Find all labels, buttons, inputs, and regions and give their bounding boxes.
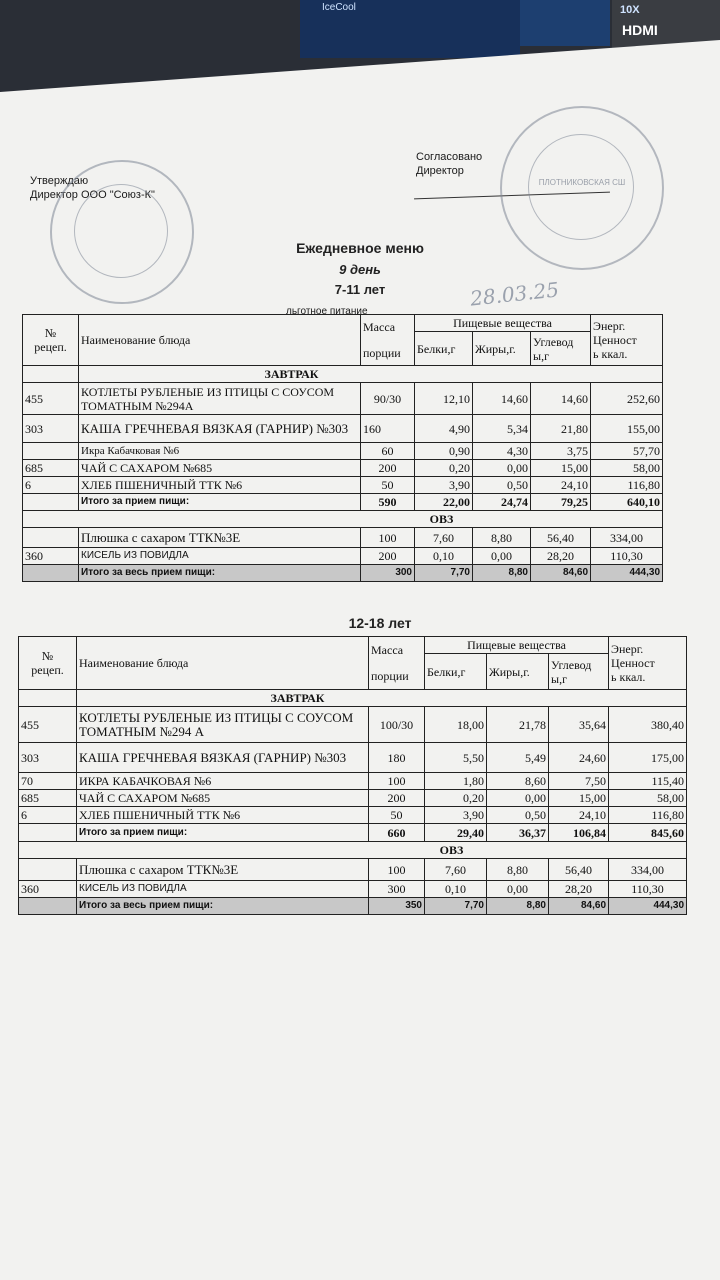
table-row: 455 КОТЛЕТЫ РУБЛЕНЫЕ ИЗ ПТИЦЫ С СОУСОМ ТОМАТНЫМ №294 А 100/30 18,00 21,78 35,64 380,40: [19, 707, 687, 743]
agree-block: [416, 150, 482, 178]
subsidy-label: льготное питание: [286, 306, 368, 317]
menu-table-7-11: [22, 314, 663, 582]
right-stamp: [500, 106, 664, 270]
ovz-label: ОВЗ: [19, 842, 687, 859]
table-row: 6 ХЛЕБ ПШЕНИЧНЫЙ ТТК №6 50 3,90 0,50 24,10 116,80: [23, 477, 663, 494]
table-row: 455 КОТЛЕТЫ РУБЛЕНЫЕ ИЗ ПТИЦЫ С СОУСОМ ТОМАТНЫМ №294А 90/30 12,10 14,60 14,60 252,60: [23, 383, 663, 415]
age-group-1: 7-11 лет: [334, 282, 386, 297]
col-protein-header: Белки,г: [425, 654, 487, 690]
table-row: 360 КИСЕЛЬ ИЗ ПОВИДЛА 200 0,10 0,00 28,20 110,30: [23, 548, 663, 565]
col-carb-header: Углевод ы,г: [531, 332, 591, 366]
table-row: 303 КАША ГРЕЧНЕВАЯ ВЯЗКАЯ (ГАРНИР) №303 180 5,50 5,49 24,60 175,00: [19, 743, 687, 773]
agree-line2: Директор: [416, 165, 464, 177]
col-protein-header: Белки,г: [415, 332, 473, 366]
right-stamp-text: ПЛОТНИКОВСКАЯ СШ: [538, 178, 626, 187]
table-row: Плюшка с сахаром ТТК№3Е 100 7,60 8,80 56,40 334,00: [19, 859, 687, 881]
col-mass-header: Масса порции: [369, 637, 425, 690]
col-name-header: Наименование блюда: [77, 637, 369, 690]
table-row: 685 ЧАЙ С САХАРОМ №685 200 0,20 0,00 15,00 58,00: [19, 790, 687, 807]
approve-line2: Директор ООО "Союз-К": [30, 189, 155, 201]
table-row: Икра Кабачковая №6 60 0,90 4,30 3,75 57,70: [23, 443, 663, 460]
table-row: 685 ЧАЙ С САХАРОМ №685 200 0,20 0,00 15,00 58,00: [23, 460, 663, 477]
menu-table-12-18: [18, 636, 687, 915]
col-mass-header: Масса порции: [361, 315, 415, 366]
col-fat-header: Жиры,г.: [487, 654, 549, 690]
left-stamp: [50, 160, 194, 304]
ovz-label: ОВЗ: [23, 511, 663, 528]
page-title: Ежедневное меню: [296, 240, 424, 256]
col-nutrients-header: Пищевые вещества: [415, 315, 591, 332]
day-label: 9 день: [339, 262, 381, 277]
col-rec-header: № рецеп.: [23, 315, 79, 366]
table-row: Плюшка с сахаром ТТК№3Е 100 7,60 8,80 56,40 334,00: [23, 528, 663, 548]
handwritten-date: 28.03.25: [468, 277, 561, 311]
total-row: Итого за прием пищи: 590 22,00 24,74 79,25 640,10: [23, 494, 663, 511]
agree-line1: Согласовано: [416, 151, 483, 163]
col-fat-header: Жиры,г.: [473, 332, 531, 366]
brand-label: IceCool: [322, 2, 356, 13]
col-carb-header: Углевод ы,г: [549, 654, 609, 690]
table-row: 303 КАША ГРЕЧНЕВАЯ ВЯЗКАЯ (ГАРНИР) №303 160 4,90 5,34 21,80 155,00: [23, 415, 663, 443]
grand-total-row: Итого за весь прием пищи: 350 7,70 8,80 84,60 444,30: [19, 898, 687, 915]
table-row: 70 ИКРА КАБАЧКОВАЯ №6 100 1,80 8,60 7,50 115,40: [19, 773, 687, 790]
total-row: Итого за прием пищи: 660 29,40 36,37 106,84 845,60: [19, 824, 687, 842]
age-group-2: 12-18 лет: [348, 615, 412, 631]
table-row: 6 ХЛЕБ ПШЕНИЧНЫЙ ТТК №6 50 3,90 0,50 24,10 116,80: [19, 807, 687, 824]
hdmi-label: HDMI: [622, 22, 658, 38]
breakfast-label: ЗАВТРАК: [77, 690, 687, 707]
col-nutrients-header: Пищевые вещества: [425, 637, 609, 654]
col-name-header: Наименование блюда: [79, 315, 361, 366]
breakfast-label: ЗАВТРАК: [79, 366, 663, 383]
col-energy-header: Энерг. Ценност ь ккал.: [591, 315, 663, 366]
zoom-label: 10X: [620, 4, 640, 16]
background-box-navy: [520, 0, 610, 46]
col-rec-header: № рецеп.: [19, 637, 77, 690]
col-energy-header: Энерг. Ценност ь ккал.: [609, 637, 687, 690]
table-row: 360 КИСЕЛЬ ИЗ ПОВИДЛА 300 0,10 0,00 28,20 110,30: [19, 881, 687, 898]
approve-line1: Утверждаю: [30, 175, 89, 187]
grand-total-row: Итого за весь прием пищи: 300 7,70 8,80 84,60 444,30: [23, 565, 663, 582]
